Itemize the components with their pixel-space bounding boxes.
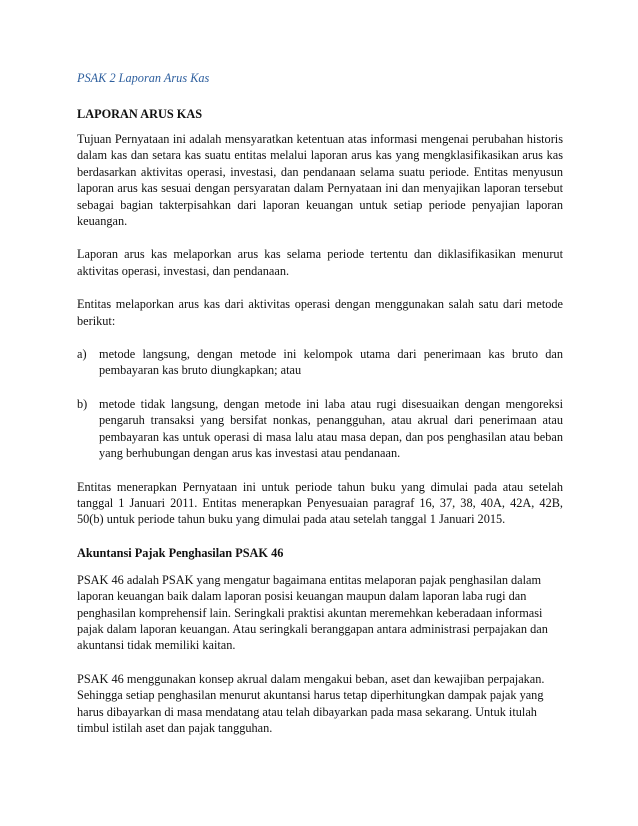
- document-page: [77, 70, 563, 753]
- list-marker: a): [77, 347, 87, 362]
- document-title: LAPORAN ARUS KAS: [77, 107, 203, 121]
- document-top-heading: PSAK 2 Laporan Arus Kas: [77, 71, 210, 85]
- paragraph-methods-intro: Entitas melaporkan arus kas dari aktivitas operasi dengan menggunakan salah satu dari metode berikut:: [77, 297, 563, 328]
- paragraph-purpose: Tujuan Pernyataan ini adalah mensyaratkan ketentuan atas informasi mengenai perubahan historis dalam kas dan setara kas suatu entitas melalui laporan arus kas yang mengklasifikasikan arus kas berdasarkan aktivitas operasi, investasi, dan pendanaan selama suatu periode. Entitas menyusun laporan arus kas sesuai dengan persyaratan dalam Pernyataan ini dan menyajikan laporan tersebut sebagai bagian takterpisahkan dari laporan keuangan untuk setiap periode penyajian laporan keuangan.: [77, 132, 563, 229]
- list-item-indirect-method: [77, 396, 563, 462]
- paragraph-psak46-accrual: PSAK 46 menggunakan konsep akrual dalam mengakui beban, aset dan kewajiban perpajakan. Sehingga setiap penghasilan menurut akuntansi harus tetap diperhitungkan dampak pajak yang harus dibayarkan di masa mendatang atau telah dibayarkan pada masa sekarang. Untuk itulah timbul istilah aset dan pajak tangguhan.: [77, 671, 545, 735]
- list-marker: b): [77, 396, 88, 411]
- paragraph-cashflow-report: Laporan arus kas melaporkan arus kas selama periode tertentu dan diklasifikasikan menurut aktivitas operasi, investasi, dan pendanaan.: [77, 247, 563, 278]
- paragraph-psak46-definition: PSAK 46 adalah PSAK yang mengatur bagaimana entitas melaporan pajak penghasilan dalam laporan keuangan baik dalam laporan posisi keuangan maupun dalam laporan laba rugi dan penghasilan komprehensif lain. Seringkali praktisi akuntan meremehkan keberadaan informasi pajak dalam laporan keuangan. Atau seringkali beranggapan antara administrasi perpajakan dan akuntansi tidak memiliki kaitan.: [77, 572, 548, 653]
- list-item-text: metode tidak langsung, dengan metode ini laba atau rugi disesuaikan dengan mengoreksi pengaruh transaksi yang bersifat nonkas, penangguhan, atau akrual dari penerimaan atau pembayaran kas untuk operasi di masa lalu atau masa depan, dan pos penghasilan atau beban yang berhubungan dengan arus kas investasi atau pendanaan.: [99, 396, 563, 461]
- section-heading-psak46: Akuntansi Pajak Penghasilan PSAK 46: [77, 545, 284, 560]
- list-item-direct-method: [77, 346, 563, 379]
- list-item-text: metode langsung, dengan metode ini kelompok utama dari penerimaan kas bruto dan pembayaran kas bruto diungkapkan; atau: [99, 347, 563, 378]
- paragraph-effective-date: Entitas menerapkan Pernyataan ini untuk periode tahun buku yang dimulai pada atau setelah tanggal 1 Januari 2011. Entitas menerapkan Penyesuaian paragraf 16, 37, 38, 40A, 42A, 42B, 50(b) untuk periode tahun buku yang dimulai pada atau setelah tanggal 1 Januari 2015.: [77, 479, 563, 527]
